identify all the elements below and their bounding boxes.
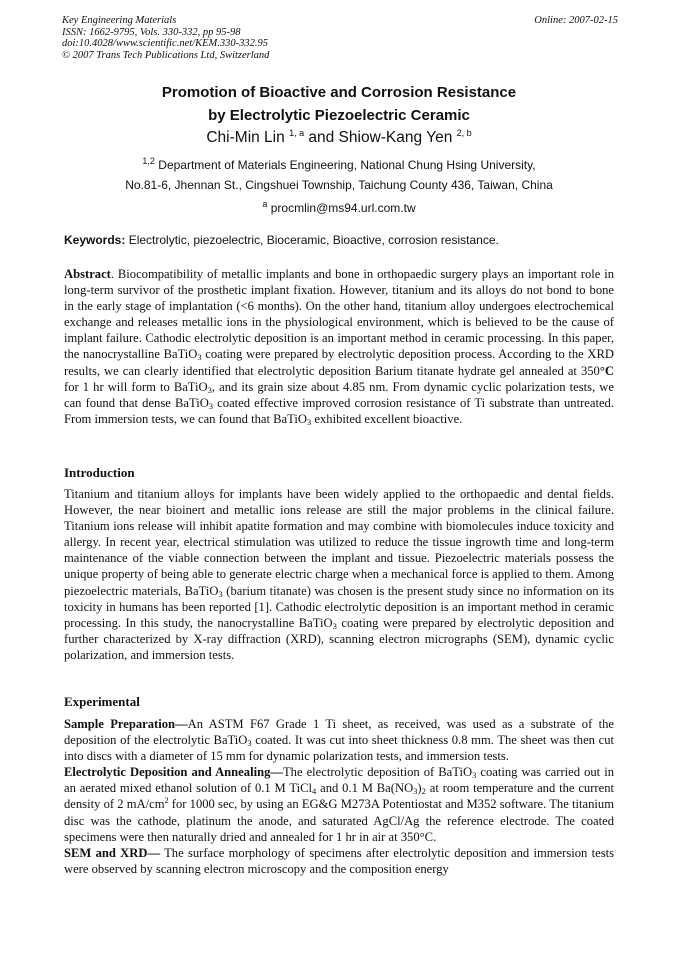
author-2: and Shiow-Kang Yen [304,129,457,147]
journal-issn: ISSN: 1662-9795, Vols. 330-332, pp 95-98 [62,26,241,38]
author-1: Chi-Min Lin [206,129,290,147]
journal-name: Key Engineering Materials [62,15,177,26]
email-text: procmlin@ms94.url.com.tw [267,201,416,215]
electrolytic-deposition-label: Electrolytic Deposition and Annealing— [64,765,283,780]
paper-title-line-2: by Electrolytic Piezoelectric Ceramic [208,107,470,124]
paper-title-line-1: Promotion of Bioactive and Corrosion Resistance [161,84,517,101]
author-email [0,199,678,215]
journal-header [62,15,618,61]
journal-doi: doi:10.4028/www.scientific.net/KEM.330-332.95 [62,38,268,49]
introduction-paragraph: Titanium and titanium alloys for implants have been widely applied to the orthopaedic and dental fields. However, the near bioinert and metallic ions release are still the major problems in the clinical failure. Titanium ions release will inhibit apatite formation and may combine with biomolecules induce toxicity and allergy. In recent year, electrical stimulation was utilized to reduce the tissue ingrowth time and long-term maintenance of the viable connection between the implant and tissue. Piezoelectric materials possess the unique property of being able to generate electric charge when a mechanical force is applied to them. Among piezoelectric materials, BaTiO$_3$ (barium titanate) was chosen is the present study since no information on its toxicity in humans has been reported [1]. Cathodic electrolytic deposition is an important method in ceramic processing. In this study, the nanocrystalline BaTiO$_3$ coating were prepared by electrolytic deposition and further characterized by X-ray diffraction (XRD), scanning electron micrographs (SEM), dynamic cyclic polarization, and immersion tests. [64,487,614,662]
affiliation-line-1 [0,156,678,172]
email-superscript: a [262,199,268,209]
keywords [64,233,624,247]
author-1-superscript: 1, a [289,128,305,138]
experimental-heading: Experimental [64,694,140,709]
abstract-label: Abstract [64,267,111,281]
keywords-text: Electrolytic, piezoelectric, Bioceramic, Bioactive, corrosion resistance. [125,233,499,247]
author-2-superscript: 2, b [456,128,472,138]
affiliation-superscript: 1,2 [142,156,155,166]
introduction-heading: Introduction [64,465,135,480]
online-date: Online: 2007-02-15 [534,15,618,26]
abstract-paragraph: Abstract. Biocompatibility of metallic implants and bone in orthopaedic surgery plays an important role in long-term survivor of the prosthetic implant fixation. However, titanium and its alloys do not bond to bone in the early stage of implantation (<6 months). On the other hand, titanium alloy undergoes electrochemical exchange and releases metallic ions in the physiological environment, which is believed to be the cause of implant failure. Cathodic electrolytic deposition is an important method in ceramic processing. In this paper, the nanocrystalline BaTiO$_3$ coating were prepared by electrolytic deposition process. According to the XRD results, we can clearly identified that electrolytic deposition Barium titanate hydrate gel annealed at 350°C for 1 hr will form to BaTiO$_3$, and its grain size about 4.85 nm. From dynamic cyclic polarization tests, we can found that dense BaTiO$_3$ coated effective improved corrosion resistance of Ti substrate than untreated. From immersion tests, we can found that BaTiO$_3$ exhibited excellent bioactive. [64,267,615,427]
journal-copyright: © 2007 Trans Tech Publications Ltd, Switzerland [62,49,270,61]
affiliation-line-2: No.81-6, Jhennan St., Cingshuei Township, Taichung County 436, Taiwan, China [125,178,553,192]
sample-preparation-label: Sample Preparation— [64,717,188,731]
sem-xrd-label: SEM and XRD— [64,845,161,860]
author-list [0,128,678,147]
experimental-paragraph: Sample Preparation—An ASTM F67 Grade 1 Ti sheet, as received, was used as a substrate of the deposition of the electrolytic BaTiO$_3$ coated. It was cut into sheet thickness 0.8 mm. The sheet was then cut into discs with a diameter of 15 mm for dynamic polarization tests, and immersion tests. Electrolytic Deposition and Annealing—The electrolytic deposition of BaTiO$_3$ coating was carried out in an aerated mixed ethanol solution of 0.1 M TiCl$_4$ and 0.1 M $Ba(NO_3)_2$ at room temperature and the current density of 2 $mA/cm^2$ for 1000 sec, by using an EG&G M273A Potentiostat and M352 software. The titanium disc was the cathode, platinum the anode, and saturated AgCl/Ag the reference electrode. The coated specimens were then naturally dried and annealed for 1 hr in air at 350°C. SEM and XRD— The surface morphology of specimens after electrolytic deposition and immersion tests were observed by scanning electron microscopy and the composition energy [64,717,615,876]
keywords-label: Keywords: [64,233,126,247]
affiliation-text: Department of Materials Engineering, National Chung Hsing University, [154,158,536,172]
